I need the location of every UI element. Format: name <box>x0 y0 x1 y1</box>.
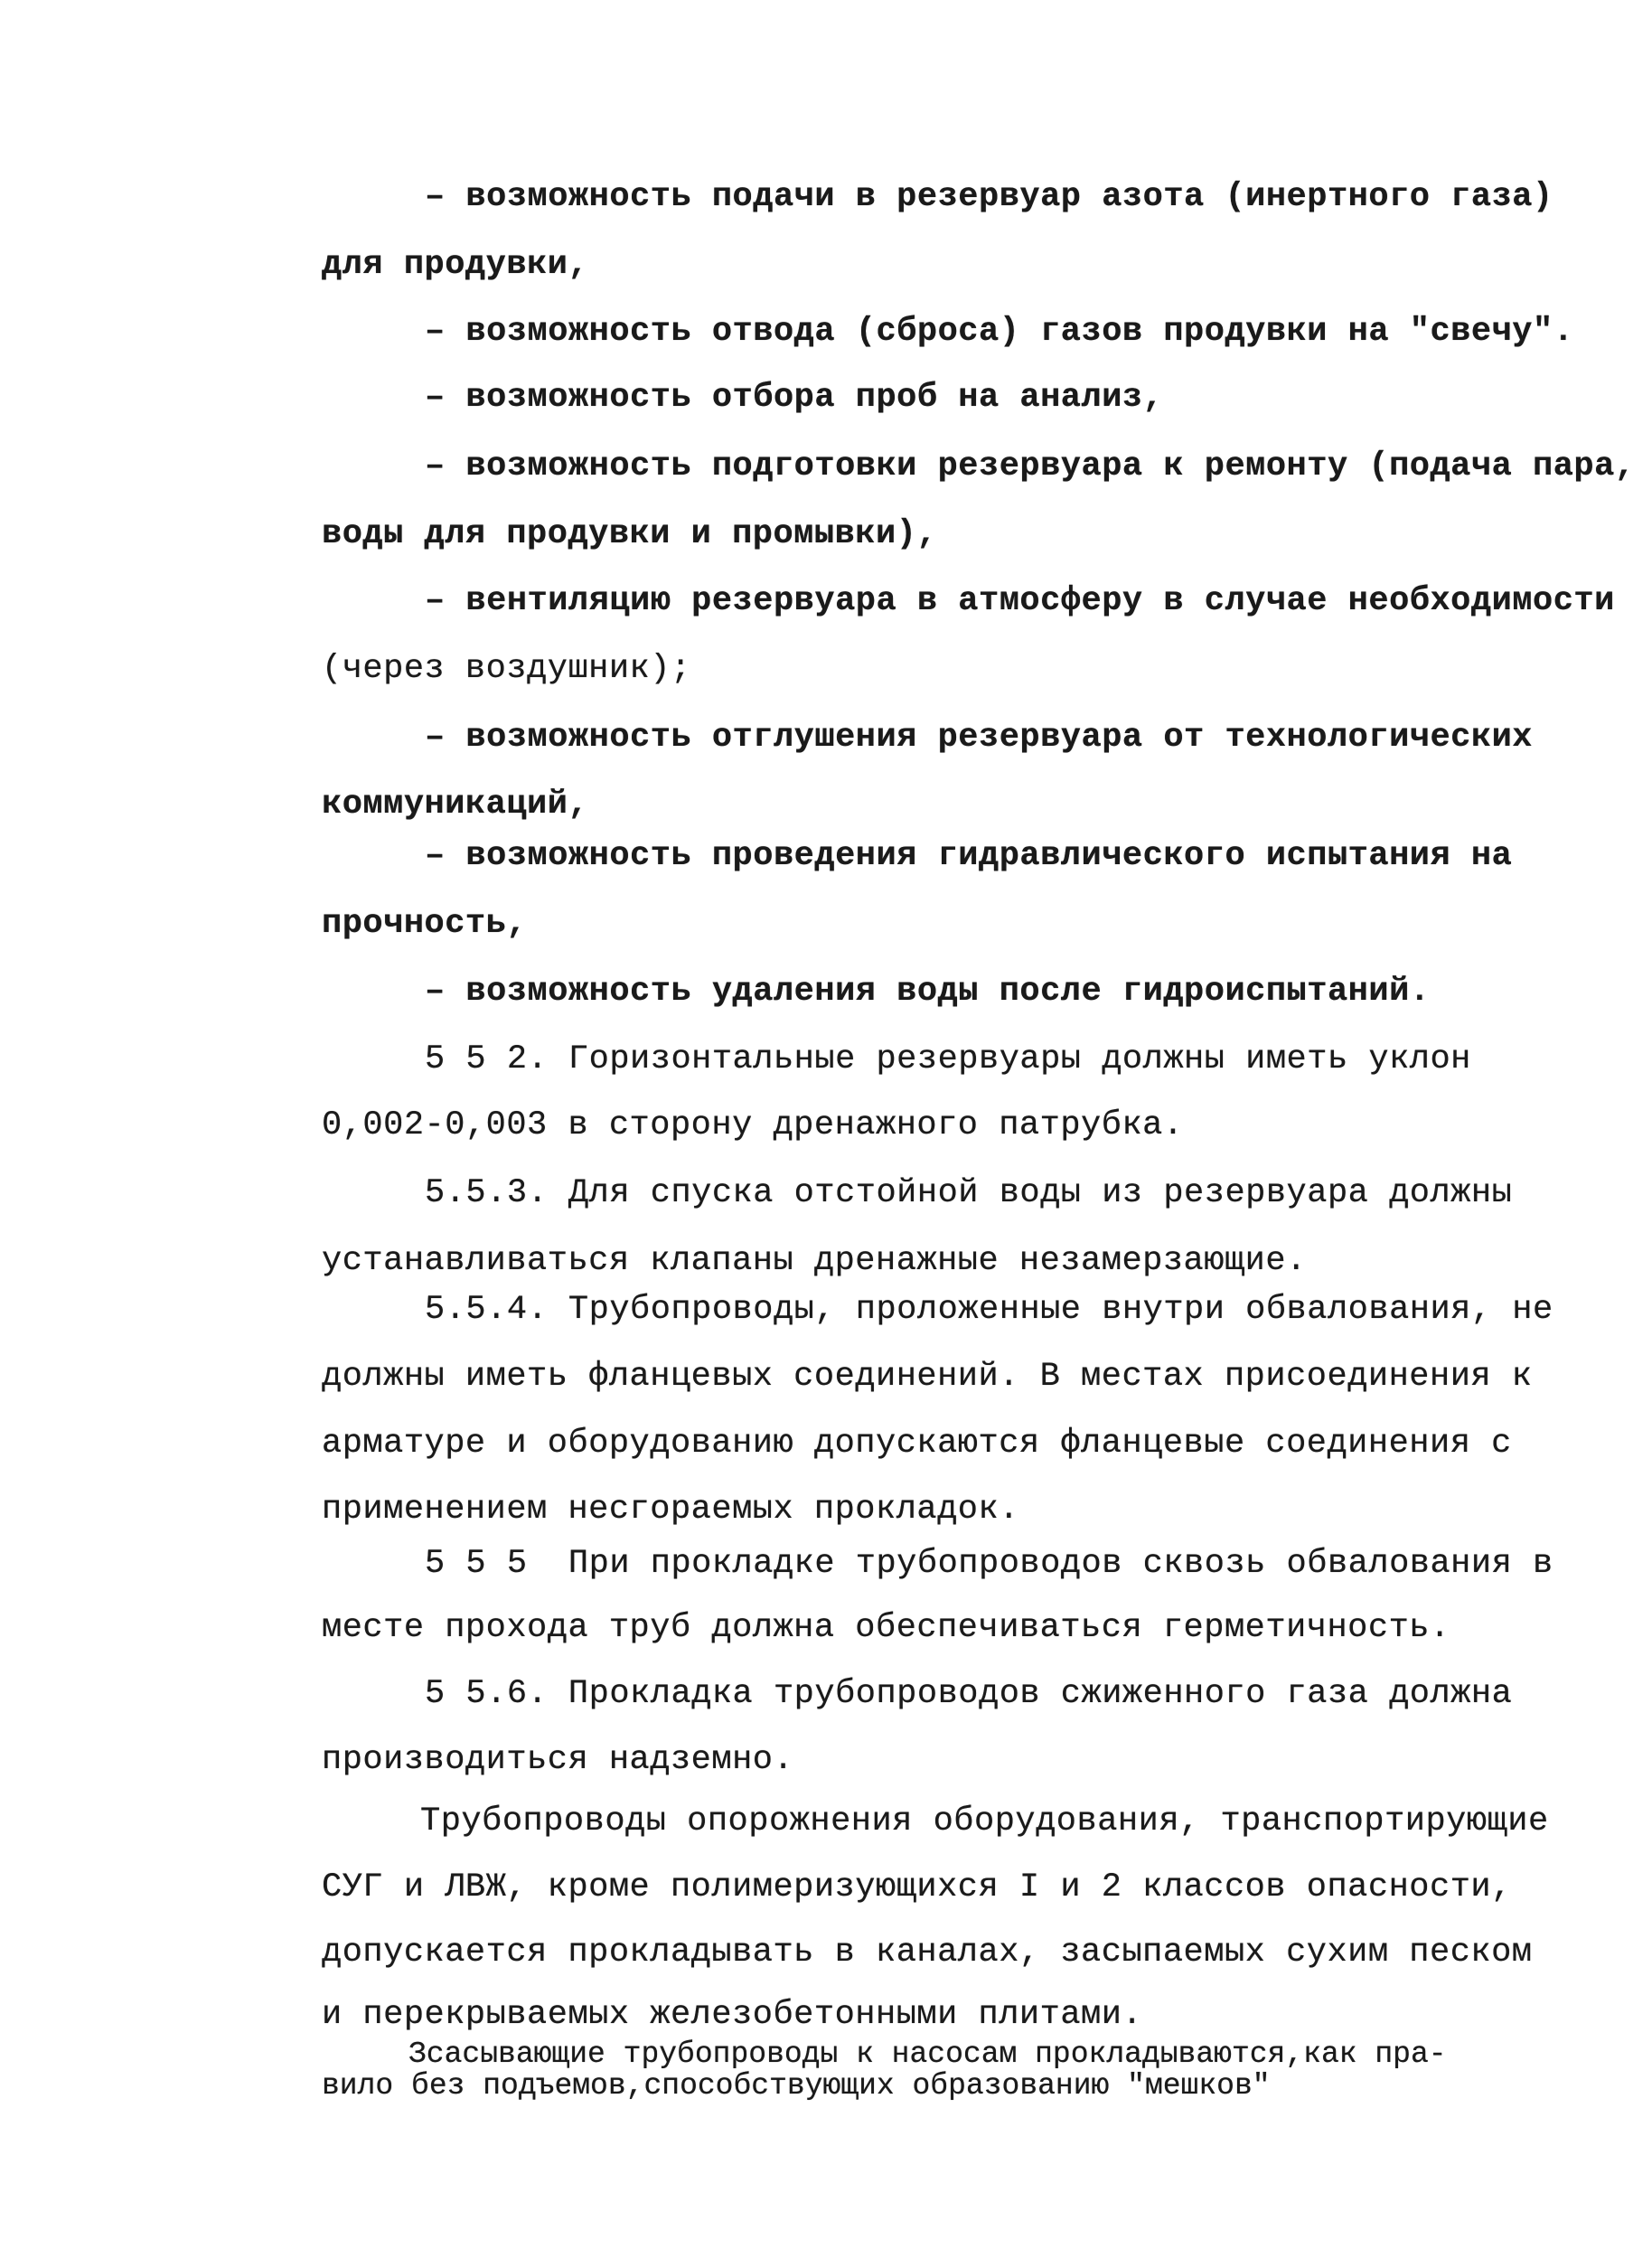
text-line: 5 5.6. Прокладка трубопроводов сжиженного газа должна <box>425 1675 1513 1713</box>
text-line: прочность, <box>322 905 528 943</box>
text-line: допускается прокладывать в каналах, засыпаемых сухим песком <box>322 1934 1533 1972</box>
text-line: воды для продувки и промывки), <box>322 515 938 553</box>
text-line: – возможность удаления воды после гидроиспытаний. <box>425 973 1431 1011</box>
text-line: устанавливаться клапаны дренажные незамерзающие. <box>322 1242 1307 1280</box>
text-line: – вентиляцию резервуара в атмосферу в случае необходимости <box>425 582 1615 620</box>
text-line: – возможность отглушения резервуара от технологических <box>425 719 1533 757</box>
text-line: коммуникаций, <box>322 786 589 823</box>
text-line: применением несгораемых прокладок. <box>322 1491 1019 1529</box>
text-line: – возможность подготовки резервуара к ремонту (подача пара, <box>425 447 1636 485</box>
text-line: должны иметь фланцевых соединений. В местах присоединения к <box>322 1358 1533 1396</box>
text-line: – возможность проведения гидравлического испытания на <box>425 837 1513 875</box>
text-line: – возможность подачи в резервуар азота (инертного газа) <box>425 178 1553 216</box>
text-line: Зсасывающие трубопроводы к насосам прокладываются,как пра- <box>408 2037 1447 2071</box>
text-line: 5 5 5 При прокладке трубопроводов сквозь обвалования в <box>425 1545 1553 1583</box>
text-line: 5 5 2. Горизонтальные резервуары должны иметь уклон <box>425 1040 1471 1078</box>
text-line: (через воздушник); <box>322 650 691 688</box>
text-line: 5.5.4. Трубопроводы, проложенные внутри обвалования, не <box>425 1291 1553 1329</box>
text-line: месте прохода труб должна обеспечиваться герметичность. <box>322 1609 1450 1647</box>
text-line: производиться надземно. <box>322 1741 794 1779</box>
text-line: и перекрываемых железобетонными плитами. <box>322 1996 1143 2034</box>
text-line: – возможность отвода (сброса) газов продувки на "свечу". <box>425 313 1574 351</box>
text-line: для продувки, <box>322 246 589 284</box>
text-line: Трубопроводы опорожнения оборудования, транспортирующие <box>420 1802 1549 1840</box>
text-line: 5.5.3. Для спуска отстойной воды из резервуара должны <box>425 1174 1513 1212</box>
text-line: вило без подъемов,способствующих образованию "мешков" <box>322 2069 1271 2103</box>
text-line: 0,002-0,003 в сторону дренажного патрубка. <box>322 1106 1184 1144</box>
text-line: СУГ и ЛВЖ, кроме полимеризующихся I и 2 классов опасности, <box>322 1868 1512 1906</box>
text-line: арматуре и оборудованию допускаются фланцевые соединения с <box>322 1425 1512 1463</box>
text-line: – возможность отбора проб на анализ, <box>425 379 1164 417</box>
